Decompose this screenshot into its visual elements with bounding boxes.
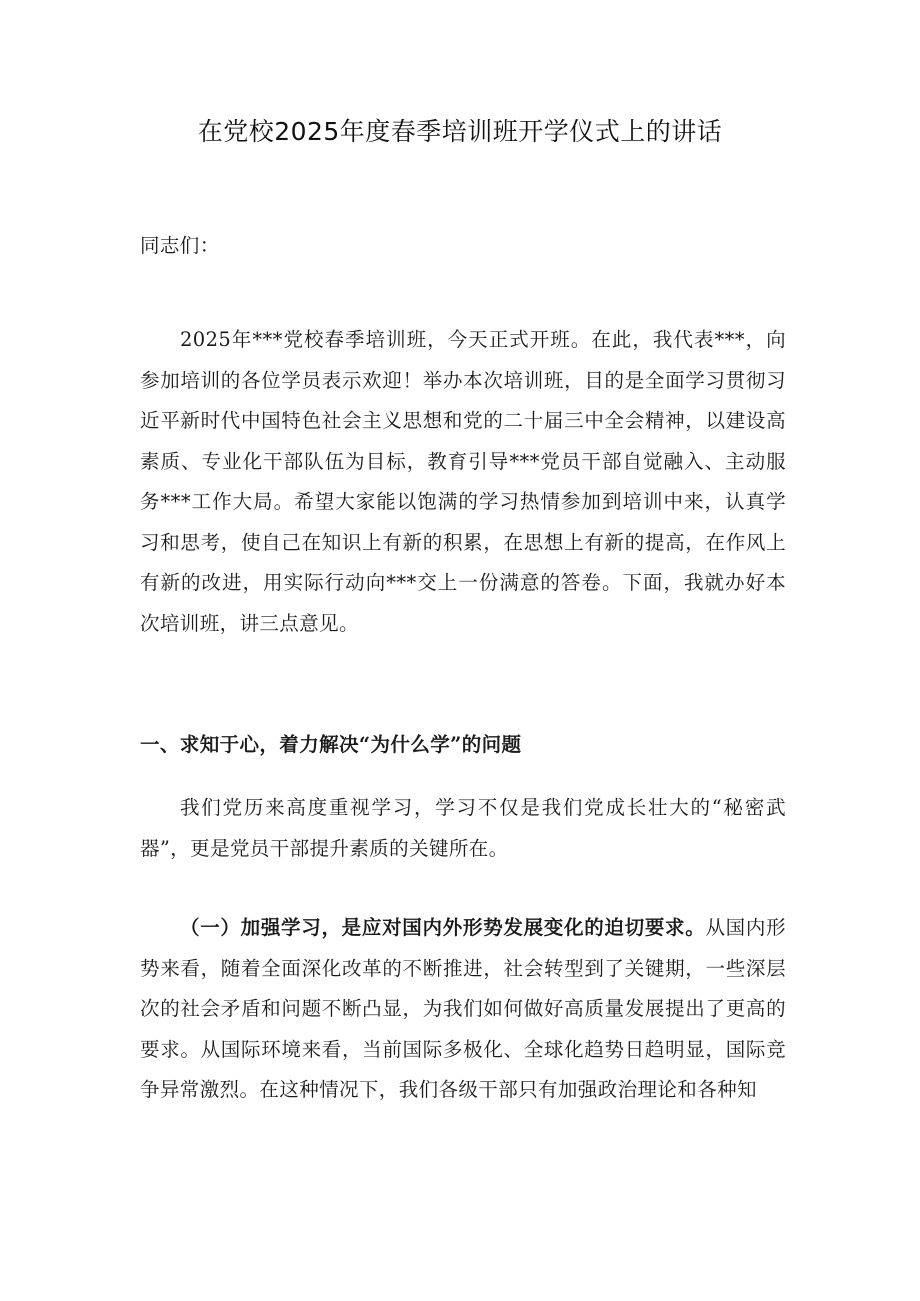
paragraph-subsection-1 (140, 908, 786, 1111)
paragraph-intro: 我们党历来高度重视学习，学习不仅是我们党成长壮大的“秘密武器”，更是党员干部提升素质的关键所在。 (140, 796, 786, 860)
section-heading-1: 一、求知于心，着力解决“为什么学”的问题 (140, 733, 522, 756)
document-title: 在党校2025年度春季培训班开学仪式上的讲话 (197, 117, 723, 146)
subsection-lead: （一）加强学习，是应对国内外形势发展变化的迫切要求。 (180, 916, 706, 939)
subsection-body: 从国内形势来看，随着全面深化改革的不断推进，社会转型到了关键期，一些深层次的社会矛盾和问题不断凸显，为我们如何做好高质量发展提出了更高的要求。从国际环境来看，当前国际多极化、全球化趋势日趋明显，国际竞争异常激烈。在这种情况下，我们各级干部只有加强政治理论和各种知 (140, 916, 786, 1101)
paragraph-opening: 2025年***党校春季培训班，今天正式开班。在此，我代表***，向参加培训的各位学员表示欢迎！举办本次培训班，目的是全面学习贯彻习近平新时代中国特色社会主义思想和党的二十届三中全会精神，以建设高素质、专业化干部队伍为目标，教育引导***党员干部自觉融入、主动服务***工作大局。希望大家能以饱满的学习热情参加到培训中来，认真学习和思考，使自己在知识上有新的积累，在思想上有新的提高，在作风上有新的改进，用实际行动向***交上一份满意的答卷。下面，我就办好本次培训班，讲三点意见。 (140, 328, 786, 635)
salutation: 同志们： (140, 234, 220, 257)
